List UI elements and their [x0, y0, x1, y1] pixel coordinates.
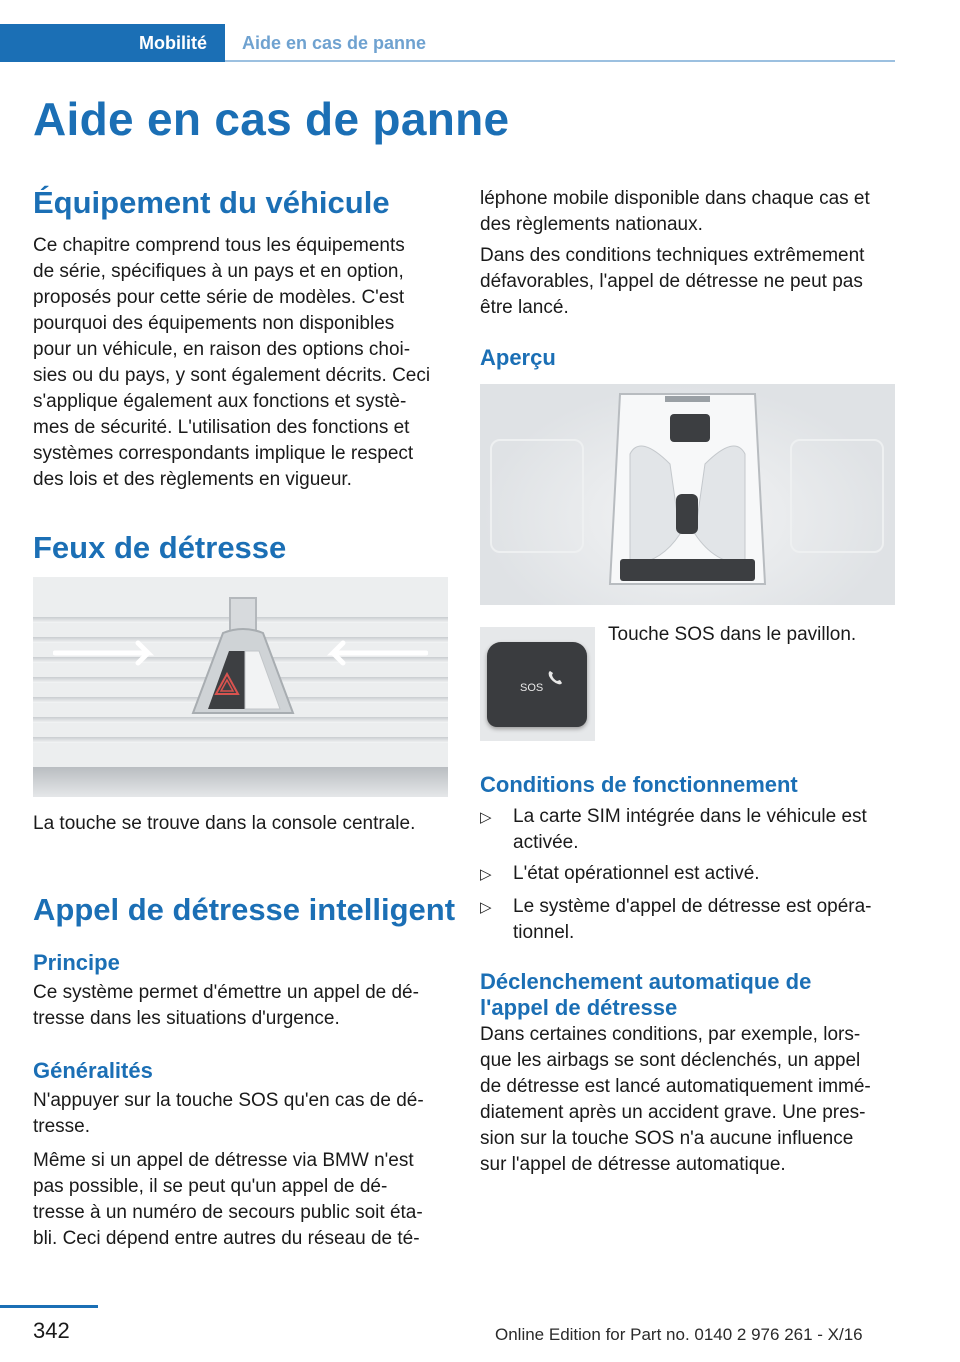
text-line: activée. — [513, 832, 579, 853]
principle-heading: Principe — [33, 950, 120, 975]
text-line: Dans certaines conditions, par exemple, lors- — [480, 1024, 861, 1045]
emergency-call-heading: Appel de détresse intelligent — [33, 892, 456, 927]
triangle-bullet-icon: ▷ — [480, 809, 492, 826]
footer-rule — [0, 1305, 98, 1308]
overhead-console — [600, 384, 775, 599]
text-line: pas possible, il se peut qu'un appel de dé- — [33, 1176, 388, 1197]
sos-button-photo — [480, 627, 595, 741]
principle-paragraph — [33, 980, 453, 1032]
text-line: systèmes correspondants implique le respect — [33, 443, 414, 464]
auto-call-paragraph — [480, 1022, 900, 1178]
sos-caption: Touche SOS dans le pavillon. — [608, 624, 857, 645]
text-line: mes de sécurité. L'utilisation des fonctions et — [33, 417, 410, 438]
text-line: tresse. — [33, 1116, 91, 1137]
hazard-switch-photo — [33, 577, 448, 797]
vent-slat — [33, 717, 448, 723]
text-line: tresse à un numéro de secours public soit éta- — [33, 1202, 423, 1223]
text-line: Le système d'appel de détresse est opéra- — [513, 896, 872, 917]
list-item-text — [513, 894, 898, 946]
text-line: défavorables, l'appel de détresse ne peut pas — [480, 271, 863, 292]
text-line: s'applique également aux fonctions et systè- — [33, 391, 407, 412]
text-line: léphone mobile disponible dans chaque cas et — [480, 188, 870, 209]
triangle-bullet-icon: ▷ — [480, 899, 492, 916]
text-line: Même si un appel de détresse via BMW n'est — [33, 1150, 414, 1171]
heading-line: Déclenchement automatique de — [480, 969, 812, 994]
text-line: Ce système permet d'émettre un appel de dé- — [33, 982, 419, 1003]
hazard-heading: Feux de détresse — [33, 530, 287, 565]
hazard-triangle-icon — [214, 672, 240, 696]
header-section-label: Mobilité — [139, 33, 207, 53]
text-line: de série, spécifiques à un pays et en option, — [33, 261, 404, 282]
phone-icon — [546, 669, 564, 687]
text-line: diatement après un accident grave. Une pres- — [480, 1102, 866, 1123]
text-line: proposés pour cette série de modèles. C'est — [33, 287, 405, 308]
text-line: Dans des conditions techniques extrêmement — [480, 245, 865, 266]
overview-heading: Aperçu — [480, 345, 556, 370]
header-chapter-label: Aide en cas de panne — [242, 33, 427, 53]
equipment-paragraph — [33, 233, 453, 493]
continued-paragraph — [480, 186, 900, 238]
triangle-bullet-icon: ▷ — [480, 866, 492, 883]
vent-slat — [33, 737, 448, 743]
text-line: sies ou du pays, y sont également décrits. Ceci — [33, 365, 431, 386]
general-paragraph-2 — [33, 1148, 453, 1252]
hazard-caption: La touche se trouve dans la console centrale. — [33, 813, 416, 834]
text-line: de détresse est lancé automatiquement immé- — [480, 1076, 871, 1097]
auto-call-heading — [480, 969, 900, 1021]
text-line: pourquoi des équipements non disponibles — [33, 313, 395, 334]
extreme-conditions-paragraph — [480, 243, 900, 321]
sos-button-label: SOS — [520, 682, 544, 694]
vent-arrow-left-icon — [53, 635, 163, 675]
text-line: L'état opérationnel est activé. — [513, 863, 760, 884]
general-paragraph-1 — [33, 1088, 453, 1140]
text-line: que les airbags se sont déclenchés, un appel — [480, 1050, 861, 1071]
general-heading: Généralités — [33, 1058, 153, 1083]
text-line: La carte SIM intégrée dans le véhicule est — [513, 806, 867, 827]
vent-arrow-right-icon — [318, 635, 428, 675]
page-number: 342 — [33, 1318, 70, 1343]
text-line: des règlements nationaux. — [480, 214, 703, 235]
edition-info: Online Edition for Part no. 0140 2 976 261 - X/16 — [495, 1325, 863, 1344]
text-line: tionnel. — [513, 922, 575, 943]
text-line: tresse dans les situations d'urgence. — [33, 1008, 340, 1029]
equipment-heading: Équipement du véhicule — [33, 185, 390, 220]
heading-line: l'appel de détresse — [480, 995, 678, 1020]
headliner-panel — [490, 439, 584, 553]
text-line: bli. Ceci dépend entre autres du réseau de té- — [33, 1228, 420, 1249]
text-line: sur l'appel de détresse automatique. — [480, 1154, 786, 1175]
roof-console-photo — [480, 384, 895, 605]
header-section-tab — [0, 24, 225, 62]
text-line: pour un véhicule, en raison des options choi- — [33, 339, 411, 360]
text-line: être lancé. — [480, 297, 569, 318]
conditions-heading: Conditions de fonctionnement — [480, 772, 798, 797]
text-line: Ce chapitre comprend tous les équipements — [33, 235, 405, 256]
headliner-panel — [790, 439, 884, 553]
header-rule — [225, 60, 895, 62]
list-item-text — [513, 804, 898, 856]
page-title: Aide en cas de panne — [33, 93, 510, 145]
console-trim — [33, 767, 448, 797]
text-line: sion sur la touche SOS n'a aucune influence — [480, 1128, 854, 1149]
hazard-button-housing — [183, 625, 303, 715]
text-line: N'appuyer sur la touche SOS qu'en cas de dé- — [33, 1090, 424, 1111]
list-item-text — [513, 861, 898, 887]
text-line: des lois et des règlements en vigueur. — [33, 469, 352, 490]
